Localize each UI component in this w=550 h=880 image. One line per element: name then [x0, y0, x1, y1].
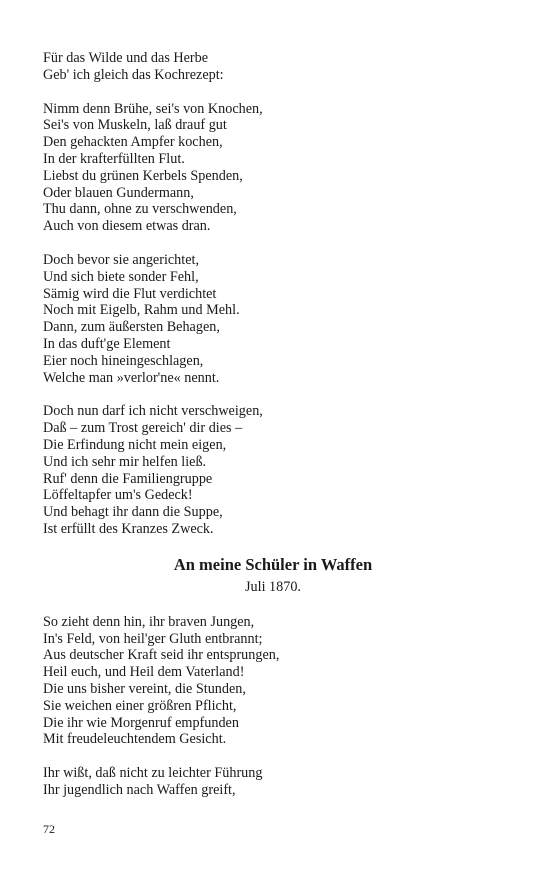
verse-line: Thu dann, ohne zu verschwenden, [43, 201, 237, 218]
verse-line: Heil euch, und Heil dem Vaterland! [43, 664, 245, 681]
verse-line: Noch mit Eigelb, Rahm und Mehl. [43, 302, 240, 319]
verse-line: Löffeltapfer um's Gedeck! [43, 487, 193, 504]
poem-title: An meine Schüler in Waffen [173, 554, 373, 574]
verse-line: Eier noch hineingeschlagen, [43, 352, 204, 369]
page-number: 72 [43, 822, 55, 836]
stanza [43, 252, 503, 386]
verse-line: Doch bevor sie angerichtet, [43, 251, 200, 268]
verse-line: Liebst du grünen Kerbels Spenden, [43, 167, 243, 184]
verse-line: Sämig wird die Flut verdichtet [43, 285, 217, 302]
verse-line: Mit freudeleuchtendem Gesicht. [43, 731, 227, 748]
verse-line: Und ich sehr mir helfen ließ. [43, 453, 207, 470]
verse-line: Die ihr wie Morgenruf empfunden [43, 714, 239, 731]
verse-line: Den gehackten Ampfer kochen, [43, 134, 223, 151]
verse-line: In der krafterfüllten Flut. [43, 150, 185, 167]
stanza [43, 403, 503, 537]
stanza [43, 614, 503, 748]
page-body [43, 50, 503, 816]
verse-line: Daß – zum Trost gereich' dir dies – [43, 420, 243, 437]
poem-date: Juli 1870. [245, 578, 301, 595]
verse-line: Dann, zum äußersten Behagen, [43, 319, 220, 336]
verse-line: Aus deutscher Kraft seid ihr entsprungen, [43, 647, 280, 664]
verse-line: Welche man »verlor'ne« nennt. [43, 369, 220, 386]
verse-line: Sie weichen einer größren Pflicht, [43, 697, 237, 714]
stanza [43, 765, 503, 799]
verse-line: In's Feld, von heil'ger Gluth entbrannt; [43, 630, 263, 647]
verse-line: Ruf' denn die Familiengruppe [43, 470, 213, 487]
verse-line: Ihr jugendlich nach Waffen greift, [43, 781, 236, 798]
verse-line: Für das Wilde und das Herbe [43, 50, 209, 66]
verse-line: Nimm denn Brühe, sei's von Knochen, [43, 100, 263, 117]
verse-line: Sei's von Muskeln, laß drauf gut [43, 117, 227, 134]
verse-line: Die Erfindung nicht mein eigen, [43, 436, 227, 453]
verse-line: Oder blauen Gundermann, [43, 184, 194, 201]
stanza [43, 101, 503, 235]
poem-stanzas [43, 614, 503, 799]
verse-line: Geb' ich gleich das Kochrezept: [43, 66, 224, 83]
verse-line: In das duft'ge Element [43, 335, 171, 352]
verse-line: Doch nun darf ich nicht verschweigen, [43, 403, 263, 420]
verse-line: Ist erfüllt des Kranzes Zweck. [43, 520, 214, 537]
verse-line: Ihr wißt, daß nicht zu leichter Führung [43, 765, 263, 782]
verse-line: So zieht denn hin, ihr braven Jungen, [43, 613, 255, 630]
verse-line: Und behagt ihr dann die Suppe, [43, 504, 223, 521]
stanza [43, 50, 503, 84]
poem-stanzas [43, 50, 503, 538]
verse-line: Und sich biete sonder Fehl, [43, 268, 199, 285]
verse-line: Auch von diesem etwas dran. [43, 218, 211, 235]
verse-line: Die uns bisher vereint, die Stunden, [43, 680, 246, 697]
